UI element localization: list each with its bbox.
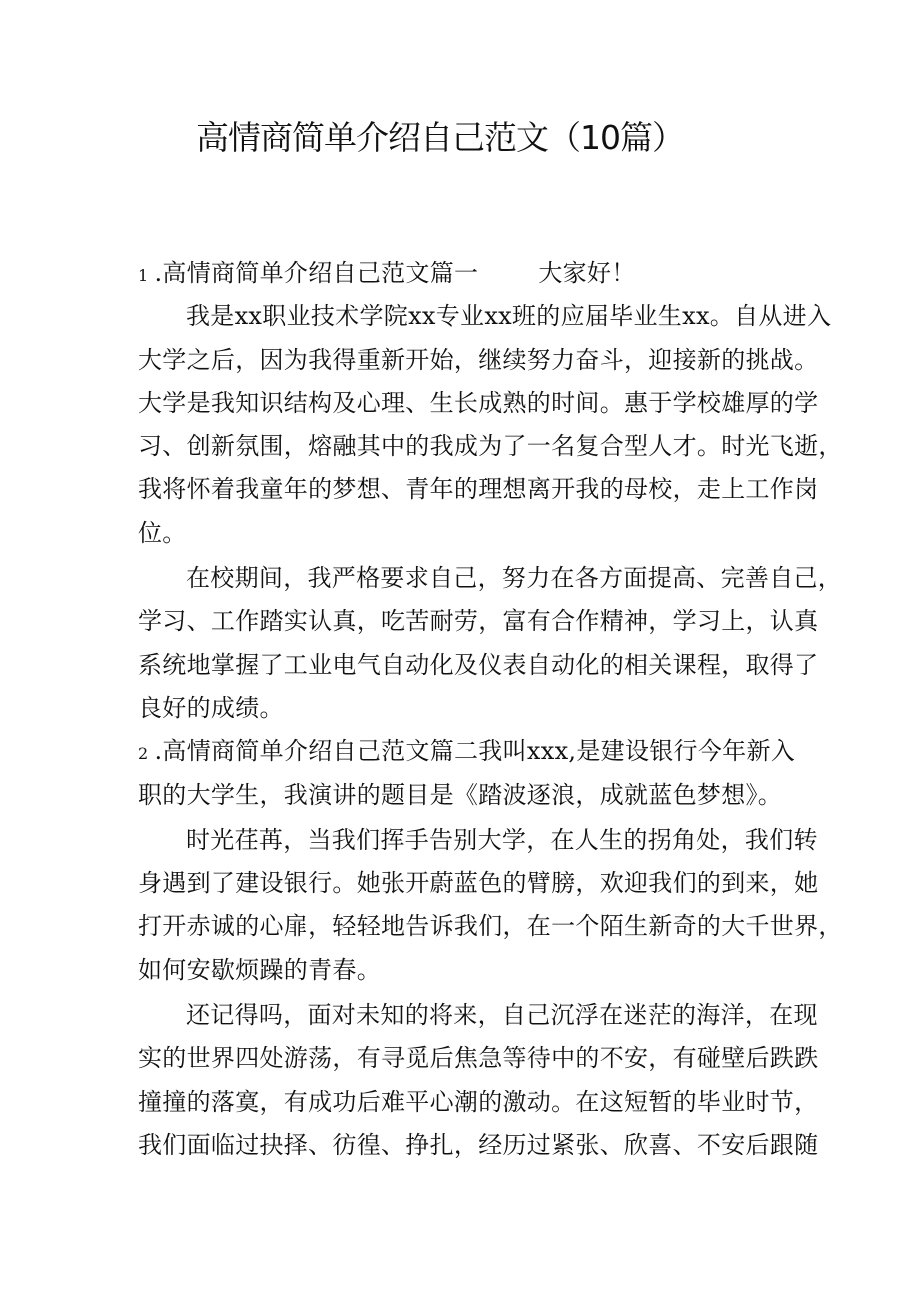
paragraph-line: 大学是我知识结构及心理、生长成熟的时间。惠于学校雄厚的学 <box>138 388 819 417</box>
paragraph-line: 身遇到了建设银行。她张开蔚蓝色的臂膀，欢迎我们的到来，她 <box>138 869 819 898</box>
paragraph-line: 在校期间，我严格要求自己，努力在各方面提高、完善自己， <box>186 564 843 593</box>
paragraph-line: 实的世界四处游荡，有寻觅后焦急等待中的不安，有碰壁后跌跌 <box>138 1044 819 1073</box>
paragraph-line: 习、创新氛围，熔融其中的我成为了一名复合型人才。时光飞逝， <box>138 432 843 461</box>
paragraph-line: 我们面临过抉择、彷徨、挣扎，经历过紧张、欣喜、不安后跟随 <box>138 1130 819 1159</box>
paragraph-line: 良好的成绩。 <box>138 693 284 722</box>
page-title: 高情商简单介绍自己范文（10篇） <box>196 118 684 157</box>
section-number: 2 <box>138 744 149 764</box>
section-heading-text: .高情商简单介绍自己范文篇一 <box>154 259 479 287</box>
paragraph-line: 学习、工作踏实认真，吃苦耐劳，富有合作精神，学习上，认真 <box>138 607 819 636</box>
paragraph-line: 我是xx职业技术学院xx专业xx班的应届毕业生xx。自从进入 <box>186 302 832 331</box>
paragraph-line: 系统地掌握了工业电气自动化及仪表自动化的相关课程，取得了 <box>138 650 819 679</box>
paragraph-line: 位。 <box>138 518 187 547</box>
paragraph-line: 职的大学生，我演讲的题目是《踏波逐浪，成就蓝色梦想》。 <box>138 780 783 809</box>
paragraph-line: 如何安歇烦躁的青春。 <box>138 955 381 984</box>
section-number: 1 <box>138 266 149 285</box>
paragraph-line: 打开赤诚的心扉，轻轻地告诉我们，在一个陌生新奇的大千世界， <box>138 912 843 941</box>
document-body <box>138 252 843 1167</box>
paragraph-line: 大学之后，因为我得重新开始，继续努力奋斗，迎接新的挑战。 <box>138 345 819 374</box>
paragraph-line: 撞撞的落寞，有成功后难平心潮的激动。在这短暂的毕业时节， <box>138 1087 819 1116</box>
section-heading-2 <box>138 730 798 773</box>
paragraph-line: 时光荏苒，当我们挥手告别大学，在人生的拐角处，我们转 <box>186 825 818 854</box>
paragraph-line: 还记得吗，面对未知的将来，自己沉浮在迷茫的海洋，在现 <box>186 1001 818 1030</box>
paragraph-line: 我将怀着我童年的梦想、青年的理想离开我的母校，走上工作岗 <box>138 475 819 504</box>
greeting-text: 大家好！ <box>538 259 636 287</box>
section-heading-1 <box>138 252 798 295</box>
section-heading-text: .高情商简单介绍自己范文篇二我叫xxx,是建设银行今年新入 <box>154 737 796 766</box>
